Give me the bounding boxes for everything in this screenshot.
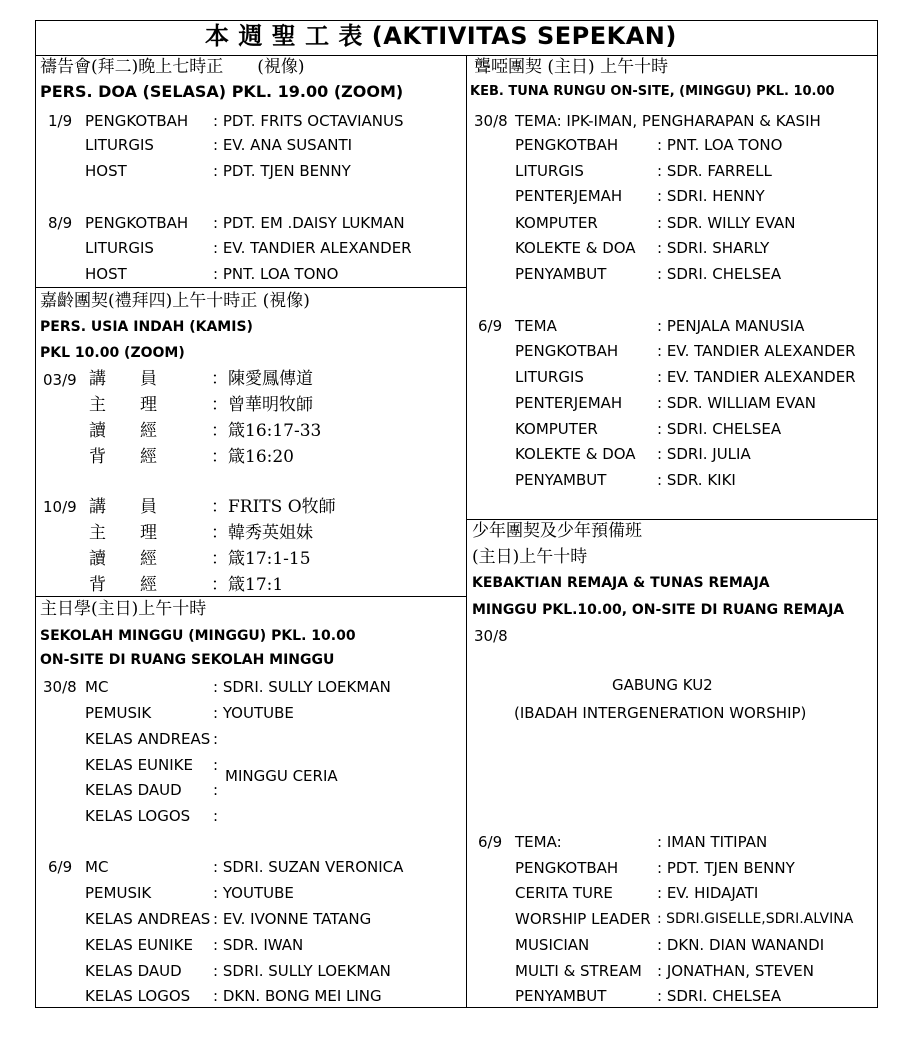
date-label: 30/8: [43, 678, 77, 696]
role-value: : EV. TANDIER ALEXANDER: [657, 342, 856, 360]
role-value: : SDRI. CHELSEA: [657, 420, 782, 438]
deaf-youth-divider: [466, 519, 878, 520]
role-label: KELAS LOGOS: [85, 987, 191, 1005]
date-label: 30/8: [474, 627, 508, 645]
role-label: HOST: [85, 162, 127, 180]
role-label: 背 經: [89, 447, 157, 467]
elderly-title-zh: 嘉齡團契(禮拜四)上午十時正 (視像): [40, 291, 310, 311]
youth-header-1: KEBAKTIAN REMAJA & TUNAS REMAJA: [472, 575, 770, 591]
date-label: 03/9: [43, 371, 77, 389]
role-value: : PDT. FRITS OCTAVIANUS: [213, 112, 404, 130]
role-label: PEMUSIK: [85, 884, 152, 902]
page-title: 本 週 聖 工 表 (AKTIVITAS SEPEKAN): [205, 22, 677, 50]
role-label: KOMPUTER: [515, 214, 598, 232]
role-value: : SDRI. SUZAN VERONICA: [213, 858, 404, 876]
role-value: : PDT. EM .DAISY LUKMAN: [213, 214, 405, 232]
role-label: PENYAMBUT: [515, 987, 607, 1005]
merged-value: MINGGU CERIA: [225, 767, 338, 785]
youth-header-2: MINGGU PKL.10.00, ON-SITE DI RUANG REMAJA: [472, 602, 845, 618]
role-label: TEMA: [515, 317, 557, 335]
youth-title-zh-2: (主日)上午十時: [472, 547, 588, 567]
role-label: PEMUSIK: [85, 704, 152, 722]
role-value: : PENJALA MANUSIA: [657, 317, 805, 335]
role-value: : SDRI. SHARLY: [657, 239, 770, 257]
date-label: 6/9: [478, 317, 503, 335]
role-label: LITURGIS: [85, 136, 154, 154]
role-label: LITURGIS: [515, 162, 584, 180]
elderly-school-divider: [35, 596, 466, 597]
role-value: ：箴17:1-15: [211, 549, 311, 569]
elderly-header-1: PERS. USIA INDAH (KAMIS): [40, 319, 253, 335]
role-label: PENGKOTBAH: [515, 342, 619, 360]
role-label: LITURGIS: [85, 239, 154, 257]
role-label: KELAS DAUD: [85, 962, 182, 980]
role-value: : EV. HIDAJATI: [657, 884, 759, 902]
role-value: ：FRITS O牧師: [211, 497, 336, 517]
role-label: 讀 經: [89, 421, 157, 441]
role-label: PENGKOTBAH: [85, 112, 189, 130]
sunday-school-header-2: ON-SITE DI RUANG SEKOLAH MINGGU: [40, 652, 335, 668]
role-value: : DKN. DIAN WANANDI: [657, 936, 825, 954]
youth-title-zh-1: 少年團契及少年預備班: [472, 521, 642, 541]
role-value: : SDR. WILLY EVAN: [657, 214, 796, 232]
role-label: MC: [85, 678, 109, 696]
role-value: : EV. ANA SUSANTI: [213, 136, 353, 154]
role-label: 講 員: [89, 369, 157, 389]
role-value: ：箴16:20: [211, 447, 294, 467]
title-divider: [35, 55, 878, 56]
role-label: MUSICIAN: [515, 936, 590, 954]
role-label: KELAS DAUD: [85, 781, 182, 799]
role-value: : SDR. KIKI: [657, 471, 736, 489]
role-value: :: [213, 756, 219, 774]
role-value: ：箴16:17-33: [211, 421, 322, 441]
role-label: 主 理: [89, 395, 157, 415]
role-value: : SDRI. JULIA: [657, 445, 751, 463]
role-label: 講 員: [89, 497, 157, 517]
role-label: PENTERJEMAH: [515, 394, 623, 412]
date-label: 1/9: [48, 112, 73, 130]
date-label: 6/9: [48, 858, 73, 876]
role-label: KELAS ANDREAS: [85, 910, 211, 928]
role-value: : SDRI. HENNY: [657, 187, 765, 205]
role-value: : IMAN TITIPAN: [657, 833, 768, 851]
role-value: :: [213, 807, 219, 825]
date-label: 8/9: [48, 214, 73, 232]
role-value: : YOUTUBE: [213, 884, 294, 902]
role-value: ：箴17:1: [211, 575, 284, 595]
role-label: HOST: [85, 265, 127, 283]
role-label: KELAS LOGOS: [85, 807, 191, 825]
date-label: 30/8: [474, 112, 508, 130]
role-label: 背 經: [89, 575, 157, 595]
role-value: : DKN. BONG MEI LING: [213, 987, 382, 1005]
role-label: CERITA TURE: [515, 884, 613, 902]
role-label: MC: [85, 858, 109, 876]
merged-event-title: GABUNG KU2: [612, 676, 713, 694]
prayer-elderly-divider: [35, 287, 466, 288]
role-value: :: [213, 730, 219, 748]
role-label: PENYAMBUT: [515, 265, 607, 283]
role-value: : YOUTUBE: [213, 704, 294, 722]
role-label: PENTERJEMAH: [515, 187, 623, 205]
role-label: KOMPUTER: [515, 420, 598, 438]
role-value: : PDT. TJEN BENNY: [657, 859, 795, 877]
role-value: : PNT. LOA TONO: [213, 265, 339, 283]
role-label: PENGKOTBAH: [515, 136, 619, 154]
role-label: 主 理: [89, 523, 157, 543]
role-label: PENGKOTBAH: [85, 214, 189, 232]
role-label: MULTI & STREAM: [515, 962, 642, 980]
role-value: : EV. IVONNE TATANG: [213, 910, 372, 928]
elderly-header-2: PKL 10.00 (ZOOM): [40, 345, 185, 361]
role-label: PENYAMBUT: [515, 471, 607, 489]
prayer-title-zh: 禱告會(拜二)晚上七時正 (視像): [40, 57, 305, 77]
deaf-title-zh: 聾啞團契 (主日) 上午十時: [474, 57, 669, 77]
role-label: LITURGIS: [515, 368, 584, 386]
role-value: : PNT. LOA TONO: [657, 136, 783, 154]
role-value: : JONATHAN, STEVEN: [657, 962, 814, 980]
role-label: KELAS ANDREAS: [85, 730, 211, 748]
role-label: KOLEKTE & DOA: [515, 445, 636, 463]
role-value: ：陳愛鳳傳道: [211, 369, 313, 389]
role-value: ：韓秀英姐妹: [211, 523, 313, 543]
role-value: : SDRI. CHELSEA: [657, 987, 782, 1005]
deaf-header: KEB. TUNA RUNGU ON-SITE, (MINGGU) PKL. 10.00: [470, 84, 835, 99]
date-label: 6/9: [478, 833, 503, 851]
role-value: : PDT. TJEN BENNY: [213, 162, 351, 180]
role-value: : SDR. IWAN: [213, 936, 304, 954]
role-label: KELAS EUNIKE: [85, 756, 193, 774]
role-value: : EV. TANDIER ALEXANDER: [657, 368, 856, 386]
role-value: : SDRI. CHELSEA: [657, 265, 782, 283]
role-value: : SDR. WILLIAM EVAN: [657, 394, 816, 412]
role-value: : SDRI.GISELLE,SDRI.ALVINA: [657, 911, 854, 927]
role-value: : SDRI. SULLY LOEKMAN: [213, 962, 391, 980]
date-label: 10/9: [43, 498, 77, 516]
role-label: KELAS EUNIKE: [85, 936, 193, 954]
role-value: : EV. TANDIER ALEXANDER: [213, 239, 412, 257]
role-value: :: [213, 781, 219, 799]
role-label: KOLEKTE & DOA: [515, 239, 636, 257]
column-divider: [466, 55, 467, 1008]
merged-event-subtitle: (IBADAH INTERGENERATION WORSHIP): [514, 704, 807, 722]
role-value: : SDR. FARRELL: [657, 162, 772, 180]
sunday-school-title-zh: 主日學(主日)上午十時: [40, 599, 207, 619]
role-value: : SDRI. SULLY LOEKMAN: [213, 678, 391, 696]
theme-label: TEMA: IPK-IMAN, PENGHARAPAN & KASIH: [515, 112, 821, 130]
prayer-header: PERS. DOA (SELASA) PKL. 19.00 (ZOOM): [40, 82, 404, 101]
role-label: 讀 經: [89, 549, 157, 569]
role-label: PENGKOTBAH: [515, 859, 619, 877]
role-label: WORSHIP LEADER: [515, 910, 651, 928]
role-label: TEMA:: [515, 833, 562, 851]
sunday-school-header-1: SEKOLAH MINGGU (MINGGU) PKL. 10.00: [40, 628, 356, 644]
role-value: ：曾華明牧師: [211, 395, 313, 415]
